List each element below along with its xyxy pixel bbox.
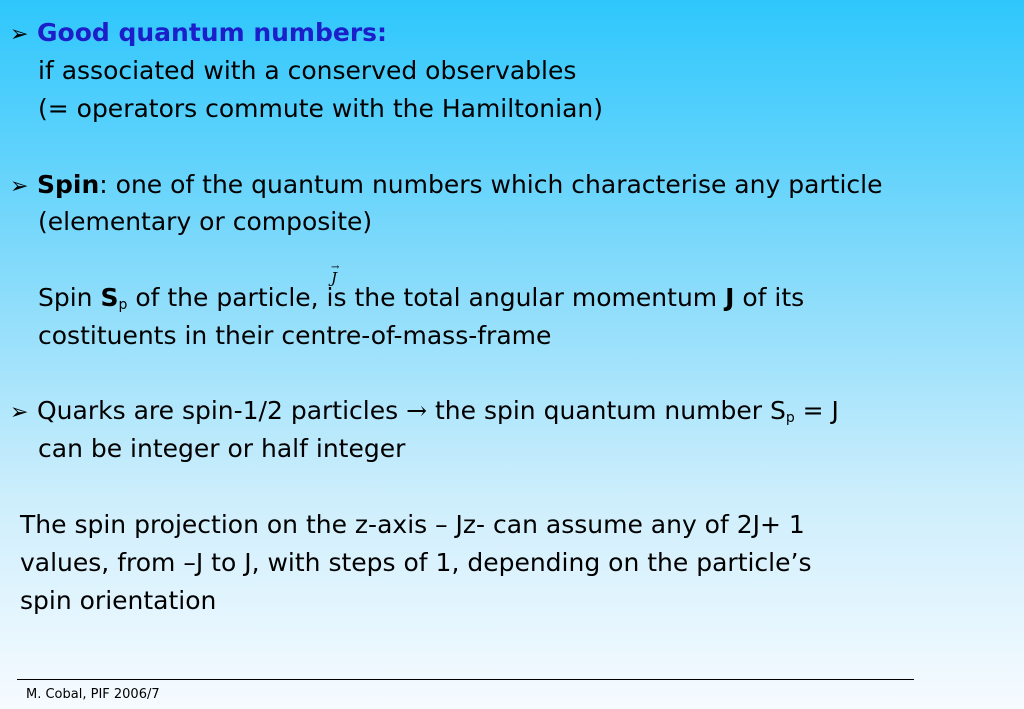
bullet-quarks	[10, 396, 839, 433]
footer-credit: M. Cobal, PIF 2006/7	[26, 687, 160, 702]
text-spin-sp-definition	[38, 283, 804, 320]
vector-j-letter: J	[331, 269, 338, 287]
text-spin-prefix: Spin	[38, 283, 101, 312]
text-spin-definition: : one of the quantum numbers which characterise any particle	[99, 170, 883, 199]
text-equals-j: = J	[794, 396, 839, 425]
text-elementary-composite: (elementary or composite)	[38, 207, 373, 236]
arrowhead-bullet-icon: ➢	[10, 174, 29, 199]
right-arrow-icon: →	[406, 396, 428, 425]
term-spin: Spin	[37, 170, 100, 199]
bullet-good-quantum-numbers	[10, 18, 387, 50]
footer-divider	[17, 679, 914, 680]
text-of-its: of its	[734, 283, 805, 312]
symbol-s: S	[100, 283, 119, 312]
heading-good-quantum-numbers: Good quantum numbers:	[37, 18, 388, 47]
text-spin-projection-1: The spin projection on the z-axis – Jz- can assume any of 2J+ 1	[20, 510, 805, 539]
subscript-p: p	[118, 297, 128, 313]
text-integer-half-integer: can be integer or half integer	[38, 434, 406, 463]
text-centre-of-mass: costituents in their centre-of-mass-frame	[38, 321, 552, 350]
subscript-p: p	[785, 410, 795, 426]
arrowhead-bullet-icon: ➢	[10, 22, 29, 47]
text-quarks-spin-half: Quarks are spin-1/2 particles	[37, 396, 407, 425]
bullet-spin	[10, 170, 882, 202]
text-spin-projection-3: spin orientation	[20, 586, 217, 615]
arrowhead-bullet-icon: ➢	[10, 400, 29, 425]
symbol-j: J	[725, 283, 735, 312]
text-spin-projection-2: values, from –J to J, with steps of 1, depending on the particle’s	[20, 548, 812, 577]
text-conserved-observables: if associated with a conserved observables	[38, 56, 577, 85]
text-spin-quantum-number: the spin quantum number S	[427, 396, 786, 425]
text-total-angular-momentum: of the particle, is the total angular momentum	[127, 283, 726, 312]
text-operators-commute: (= operators commute with the Hamiltonian)	[38, 94, 603, 123]
vector-arrow-icon: →	[331, 262, 340, 273]
